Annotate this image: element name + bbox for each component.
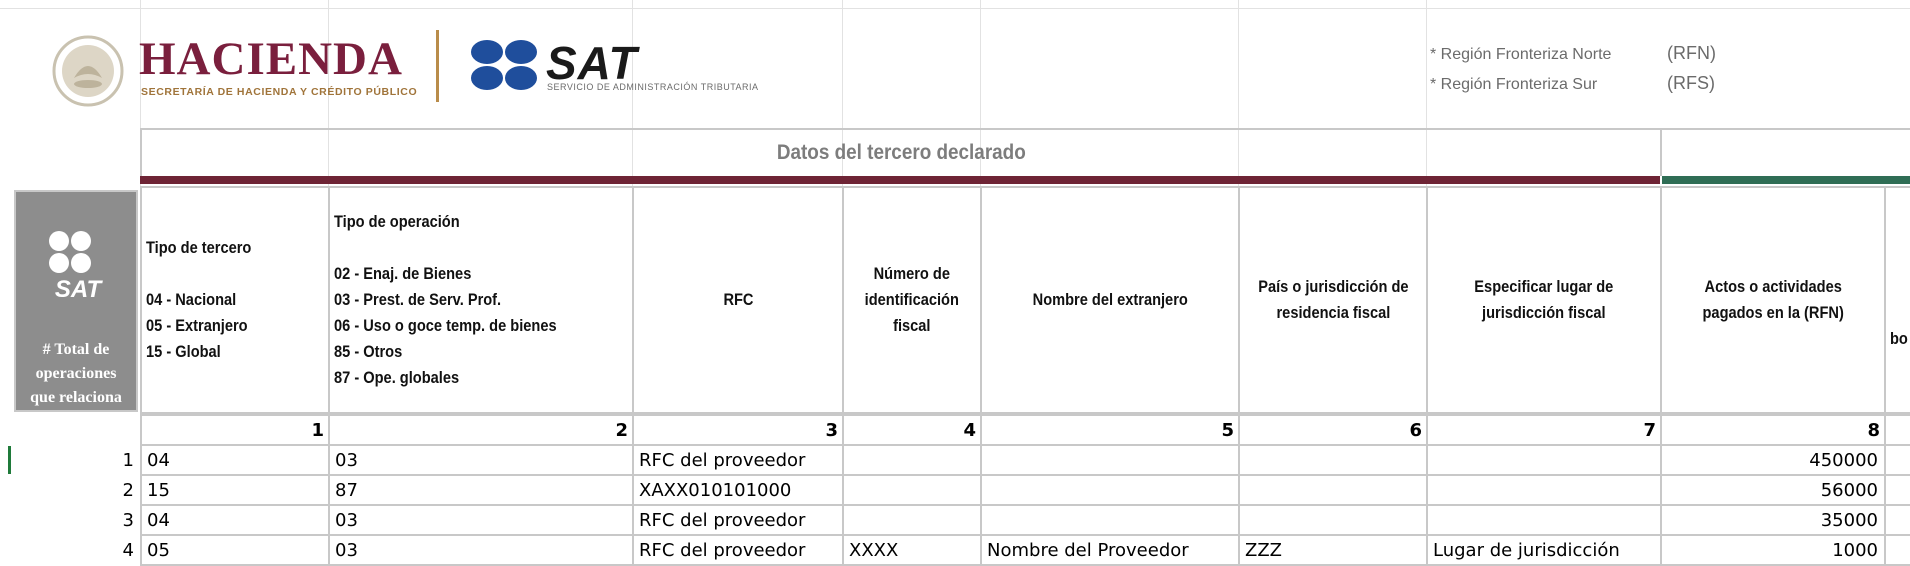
cell-tipo-tercero[interactable]: 15 (147, 480, 170, 501)
header-line: bo (1890, 329, 1908, 348)
cell-actos-rfn[interactable]: 450000 (1809, 450, 1878, 471)
row-index[interactable]: 3 (122, 510, 134, 531)
header-rfc[interactable] (632, 186, 844, 414)
header-line: País o jurisdicción de (1257, 277, 1409, 296)
cell-tipo-tercero[interactable]: 04 (147, 450, 170, 471)
column-number[interactable]: 4 (963, 420, 976, 441)
total-operations-line: # Total de (42, 341, 110, 358)
legend-label-rfn: * Región Fronteriza Norte (1430, 46, 1612, 63)
header-line: 05 - Extranjero (146, 316, 248, 335)
cell-numero-identificacion[interactable] (844, 506, 980, 536)
sat-dots-icon (471, 39, 537, 91)
mexico-seal-icon (46, 34, 130, 108)
header-line (334, 235, 557, 261)
sat-dots-icon (48, 230, 92, 274)
legend-label-rfs: * Región Fronteriza Sur (1430, 76, 1598, 93)
section-bar-red (140, 176, 1660, 184)
legend-code-rfs: (RFS) (1667, 73, 1715, 93)
cell-rfc[interactable]: RFC del proveedor (639, 510, 806, 531)
column-number[interactable]: 7 (1643, 420, 1656, 441)
column-number[interactable]: 2 (615, 420, 628, 441)
header-line (1890, 274, 1908, 300)
cell-actos-rfn[interactable]: 56000 (1820, 480, 1878, 501)
header-line: residencia fiscal (1276, 303, 1390, 322)
active-row-indicator (8, 446, 11, 474)
total-operations-header[interactable] (14, 190, 138, 412)
header-line: 15 - Global (146, 342, 221, 361)
section-title: Datos del tercero declarado (776, 141, 1026, 164)
cell-nombre-extranjero[interactable]: Nombre del Proveedor (987, 540, 1189, 561)
section-title-cell[interactable] (140, 128, 1660, 176)
cell-pais-residencia[interactable] (1240, 476, 1426, 506)
header-line: Actos o actividades (1704, 277, 1842, 296)
cell-pais-residencia[interactable]: ZZZ (1245, 540, 1282, 561)
cell-nombre-extranjero[interactable] (982, 476, 1238, 506)
header-pais-residencia[interactable] (1238, 186, 1428, 414)
header-lugar-jurisdiccion[interactable] (1426, 186, 1662, 414)
cell-rfc[interactable]: RFC del proveedor (639, 540, 806, 561)
header-line: 02 - Enaj. de Bienes (334, 264, 472, 283)
header-line: Nombre del extranjero (1032, 290, 1188, 309)
header-next-column[interactable] (1884, 186, 1910, 414)
cell-lugar-jurisdiccion[interactable]: Lugar de jurisdicción (1433, 540, 1620, 561)
column-number[interactable]: 5 (1221, 420, 1234, 441)
cell-pais-residencia[interactable] (1240, 446, 1426, 476)
total-operations-line: que relaciona (30, 389, 122, 406)
table-row-border (140, 414, 1910, 416)
header-line (1890, 300, 1908, 326)
cell-rfc[interactable]: RFC del proveedor (639, 450, 806, 471)
cell-tipo-tercero[interactable]: 05 (147, 540, 170, 561)
cell-tipo-operacion[interactable]: 87 (335, 480, 358, 501)
header-line (1890, 248, 1908, 274)
cell-actos-rfn[interactable]: 1000 (1832, 540, 1878, 561)
cell-lugar-jurisdiccion[interactable] (1428, 506, 1660, 536)
header-line: 87 - Ope. globales (334, 368, 460, 387)
cell-numero-identificacion[interactable] (844, 446, 980, 476)
column-number[interactable]: 6 (1409, 420, 1422, 441)
header-line: jurisdicción fiscal (1482, 303, 1606, 322)
sat-side-logo-text: SAT (54, 276, 102, 303)
header-line: 04 - Nacional (146, 290, 237, 309)
header-line: RFC (722, 290, 754, 309)
table-col-border (1884, 414, 1886, 566)
header-nombre-extranjero[interactable] (980, 186, 1240, 414)
header-line: Número de (873, 264, 951, 283)
legend-code-rfn: (RFN) (1667, 43, 1716, 63)
hacienda-subtitle: SECRETARÍA DE HACIENDA Y CRÉDITO PÚBLICO (141, 86, 418, 98)
cell-lugar-jurisdiccion[interactable] (1428, 476, 1660, 506)
header-line: Especificar lugar de (1474, 277, 1614, 296)
header-line: Tipo de tercero (146, 238, 252, 257)
sat-title: SAT (546, 37, 638, 89)
cell-nombre-extranjero[interactable] (982, 446, 1238, 476)
cell-numero-identificacion[interactable] (844, 476, 980, 506)
header-numero-identificacion[interactable] (842, 186, 982, 414)
cell-tipo-operacion[interactable]: 03 (335, 450, 358, 471)
row-index[interactable]: 4 (122, 540, 134, 561)
row-index[interactable]: 2 (122, 480, 134, 501)
header-line: pagados en la (RFN) (1702, 303, 1844, 322)
total-operations-line: operaciones (35, 365, 117, 382)
column-number[interactable]: 3 (825, 420, 838, 441)
header-actos-rfn[interactable] (1660, 186, 1886, 414)
cell-actos-rfn[interactable]: 35000 (1820, 510, 1878, 531)
section-bar-green (1662, 176, 1910, 184)
total-operations-label (16, 338, 136, 410)
header-line: identificación (864, 290, 960, 309)
cell-tipo-operacion[interactable]: 03 (335, 540, 358, 561)
grid-row-line (0, 8, 1910, 9)
header-line: 03 - Prest. de Serv. Prof. (334, 290, 502, 309)
cell-pais-residencia[interactable] (1240, 506, 1426, 536)
cell-tipo-operacion[interactable]: 03 (335, 510, 358, 531)
cell-rfc[interactable]: XAXX010101000 (639, 480, 792, 501)
sat-subtitle: SERVICIO DE ADMINISTRACIÓN TRIBUTARIA (547, 82, 759, 92)
header-line: Tipo de operación (334, 212, 460, 231)
hacienda-title: HACIENDA (139, 33, 403, 85)
header-line: 85 - Otros (334, 342, 403, 361)
cell-numero-identificacion[interactable]: XXXX (849, 540, 899, 561)
cell-nombre-extranjero[interactable] (982, 506, 1238, 536)
header-tipo-tercero[interactable] (140, 186, 330, 414)
logo-separator (436, 30, 439, 102)
section-title-cell-next[interactable] (1660, 128, 1910, 176)
header-line (146, 261, 251, 287)
cell-lugar-jurisdiccion[interactable] (1428, 446, 1660, 476)
column-number[interactable]: 1 (311, 420, 324, 441)
row-index[interactable]: 1 (122, 450, 134, 471)
header-line: fiscal (893, 316, 931, 335)
cell-tipo-tercero[interactable]: 04 (147, 510, 170, 531)
column-number[interactable]: 8 (1867, 420, 1880, 441)
header-tipo-operacion[interactable] (328, 186, 634, 414)
header-line: 06 - Uso o goce temp. de bienes (334, 316, 557, 335)
